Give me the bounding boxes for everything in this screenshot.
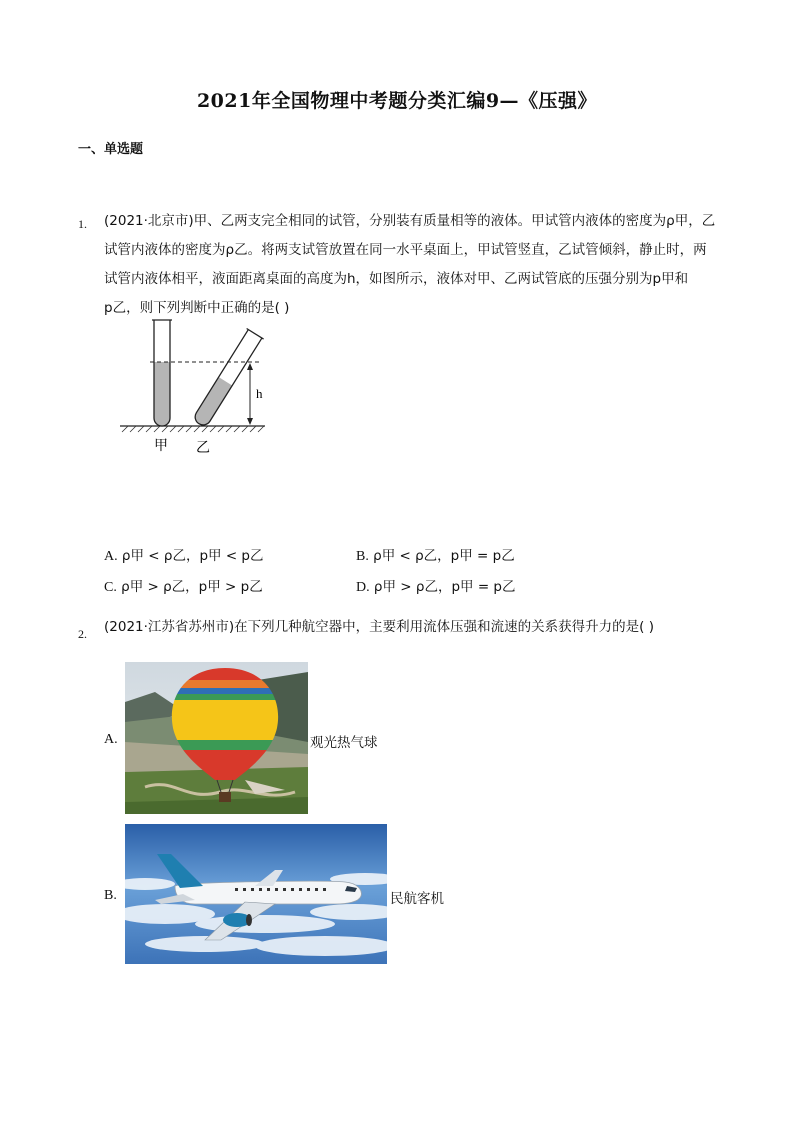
- question-1-line: 试管内液体相平，液面距离桌面的高度为h，如图所示，液体对甲、乙两试管底的压强分别为p甲和: [104, 271, 689, 287]
- q2-option-b-letter[interactable]: B.: [104, 888, 117, 903]
- option-c[interactable]: [104, 575, 263, 596]
- option-b[interactable]: [356, 544, 515, 565]
- question-2-number: 2.: [78, 627, 87, 641]
- question-1-line: (2021·北京市)甲、乙两支完全相同的试管，分别装有质量相等的液体。甲试管内液体的密度为ρ甲，乙: [104, 213, 716, 229]
- option-text: ρ甲 < ρ乙，p甲 < p乙: [121, 548, 264, 564]
- question-1-number: 1.: [78, 217, 87, 231]
- airliner-image[interactable]: [125, 824, 387, 964]
- tube-yi: [190, 329, 263, 429]
- option-text: ρ甲 < ρ乙，p甲 = p乙: [373, 548, 515, 564]
- option-letter: D.: [356, 580, 370, 595]
- question-1-text: [104, 207, 724, 323]
- table-hatch: [122, 426, 264, 432]
- section-heading: 一、单选题: [78, 142, 144, 157]
- page-title: 2021年全国物理中考题分类汇编9—《压强》: [196, 90, 598, 112]
- option-text: ρ甲 > ρ乙，p甲 = p乙: [373, 579, 516, 595]
- question-1-line: 试管内液体的密度为ρ乙。将两支试管放置在同一水平桌面上，甲试管竖直，乙试管倾斜，静止时，两: [104, 242, 707, 258]
- option-a[interactable]: [104, 544, 264, 565]
- label-jia: 甲: [154, 438, 168, 454]
- option-letter: A.: [104, 549, 118, 564]
- test-tube-figure: [110, 310, 280, 460]
- option-letter: B.: [356, 549, 369, 564]
- question-1-line: p乙，则下列判断中正确的是( ): [104, 300, 290, 316]
- q2-option-b-caption: 民航客机: [390, 891, 444, 907]
- question-2-text: (2021·江苏省苏州市)在下列几种航空器中，主要利用流体压强和流速的关系获得升力的是( ): [104, 619, 655, 635]
- label-h: h: [256, 386, 263, 401]
- option-d[interactable]: [356, 575, 516, 596]
- option-letter: C.: [104, 580, 117, 595]
- label-yi: 乙: [196, 440, 210, 456]
- tube-jia: [152, 320, 172, 426]
- q2-option-a-caption: 观光热气球: [310, 735, 378, 751]
- q2-option-a-letter[interactable]: A.: [104, 732, 118, 747]
- option-text: ρ甲 > ρ乙，p甲 > p乙: [121, 579, 263, 595]
- hot-air-balloon-image[interactable]: [125, 662, 308, 814]
